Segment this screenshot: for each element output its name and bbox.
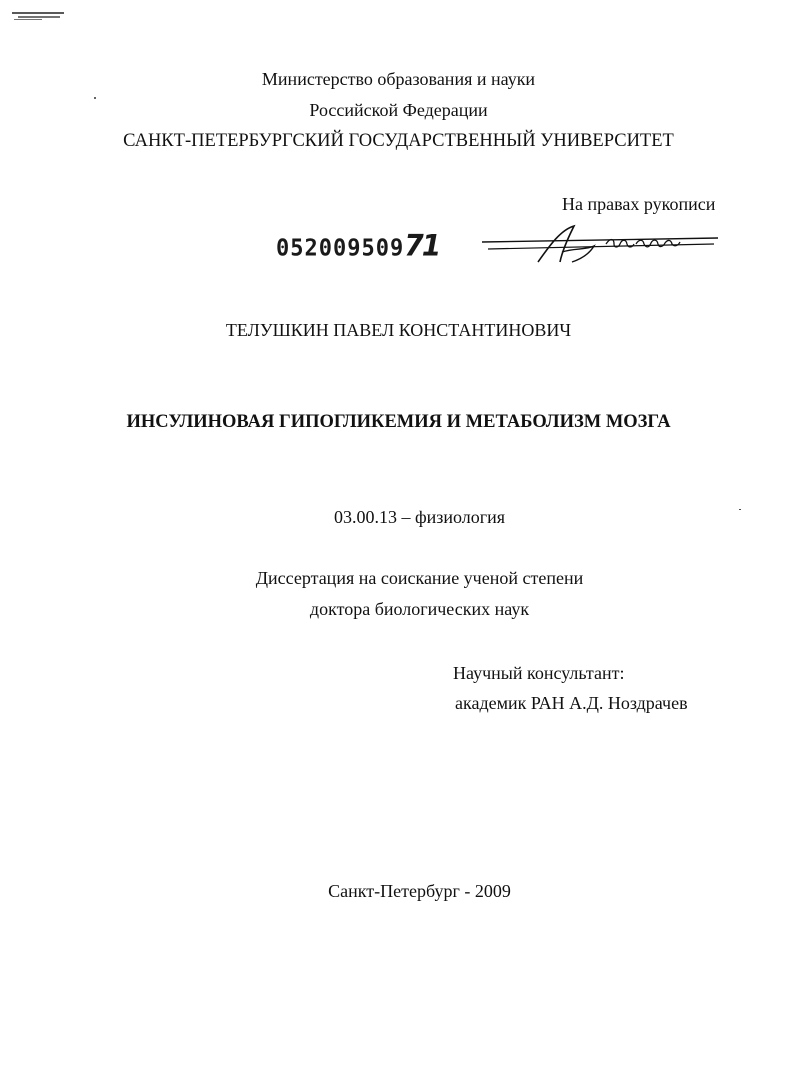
specialty-code: 03.00.13 – физиология xyxy=(333,507,506,527)
dissertation-title: ИНСУЛИНОВАЯ ГИПОГЛИКЕМИЯ И МЕТАБОЛИЗМ МОЗГА xyxy=(126,412,671,432)
author-name: ТЕЛУШКИН ПАВЕЛ КОНСТАНТИНОВИЧ xyxy=(225,320,572,340)
consultant-label: Научный консультант: xyxy=(453,663,625,683)
registration-number xyxy=(276,228,439,263)
registration-printed-digits: 052009509 xyxy=(276,235,405,262)
university-name: САНКТ-ПЕТЕРБУРГСКИЙ ГОСУДАРСТВЕННЫЙ УНИВЕРСИТЕТ xyxy=(123,131,674,151)
signature xyxy=(478,222,726,266)
degree-line-1: Диссертация на соискание ученой степени xyxy=(255,568,584,588)
registration-handwritten-digits: 71 xyxy=(404,228,440,263)
manuscript-note: На правах рукописи xyxy=(562,194,716,214)
consultant-name: академик РАН А.Д. Ноздрачев xyxy=(455,693,688,713)
degree-line-2: доктора биологических наук xyxy=(309,599,530,619)
ministry-line-2: Российской Федерации xyxy=(309,100,488,120)
ministry-line-1: Министерство образования и науки xyxy=(261,69,536,89)
corner-scan-mark xyxy=(12,11,64,21)
place-and-year: Санкт-Петербург - 2009 xyxy=(328,881,511,901)
